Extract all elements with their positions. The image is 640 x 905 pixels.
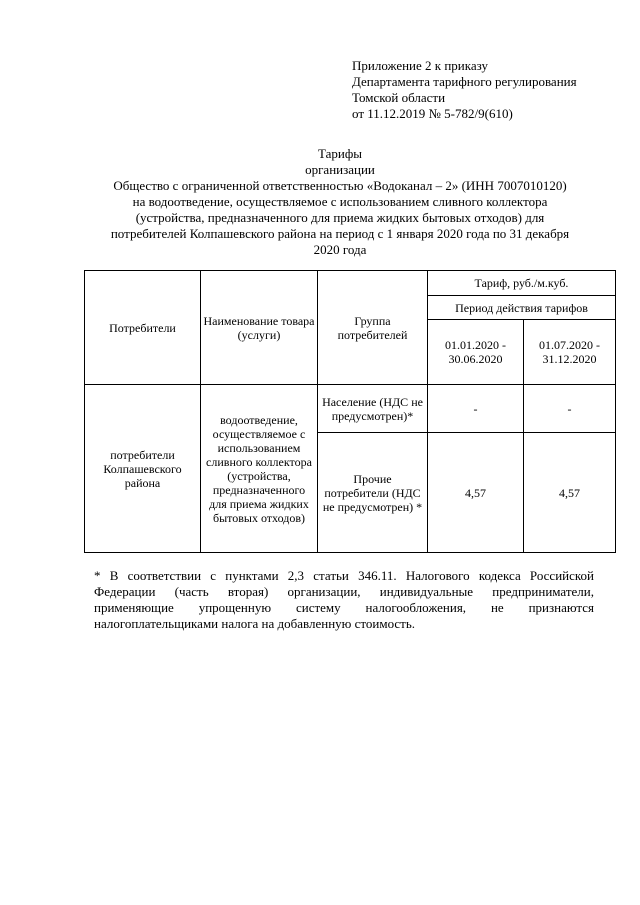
document-heading: [70, 146, 610, 258]
cell-value: 4,57: [428, 433, 524, 553]
heading-title: Тарифы: [317, 146, 362, 161]
heading-line-5: (устройства, предназначенного для приема жидких бытовых отходов) для: [135, 210, 545, 225]
appendix-line-3: Томской области: [352, 90, 446, 105]
cell-value: 4,57: [524, 433, 616, 553]
table-row: [85, 385, 616, 433]
cell-group-population: Население (НДС не предусмотрен)*: [318, 385, 428, 433]
header-group: Группа потребителей: [318, 271, 428, 385]
appendix-line-2: Департамента тарифного регулирования: [352, 74, 577, 89]
header-consumers: Потребители: [85, 271, 201, 385]
appendix-block: [352, 58, 612, 122]
cell-value: -: [524, 385, 616, 433]
header-period: Период действия тарифов: [428, 296, 616, 320]
cell-value: -: [428, 385, 524, 433]
header-tariff: Тариф, руб./м.куб.: [428, 271, 616, 296]
table-header-row: [85, 271, 616, 296]
appendix-line-4: от 11.12.2019 № 5-782/9(610): [352, 106, 513, 121]
footnote: * В соответствии с пунктами 2,3 статьи 346.11. Налогового кодекса Российской Федерации (часть вторая) организации, индивидуальные предприниматели, применяющие упрощенную систему налогообложения, не признаются налогоплательщиками налога на добавленную стоимость.: [94, 568, 594, 631]
cell-product: водоотведение, осуществляемое с использованием сливного коллектора (устройства, предназначенного для приема жидких бытовых отходов): [201, 385, 318, 553]
tariffs-table: [84, 270, 616, 553]
appendix-line-1: Приложение 2 к приказу: [352, 58, 489, 73]
heading-line-4: на водоотведение, осуществляемое с использованием сливного коллектора: [132, 194, 548, 209]
cell-group-other: Прочие потребители (НДС не предусмотрен) *: [318, 433, 428, 553]
header-period-1: 01.01.2020 - 30.06.2020: [428, 320, 524, 385]
cell-consumer: потребители Колпашевского района: [85, 385, 201, 553]
heading-line-3: Общество с ограниченной ответственностью «Водоканал – 2» (ИНН 7007010120): [113, 178, 567, 193]
heading-line-2: организации: [305, 162, 375, 177]
heading-line-6: потребителей Колпашевского района на период с 1 января 2020 года по 31 декабря: [110, 226, 570, 241]
header-period-2: 01.07.2020 - 31.12.2020: [524, 320, 616, 385]
heading-line-7: 2020 года: [313, 242, 367, 257]
header-product: Наименование товара (услуги): [201, 271, 318, 385]
